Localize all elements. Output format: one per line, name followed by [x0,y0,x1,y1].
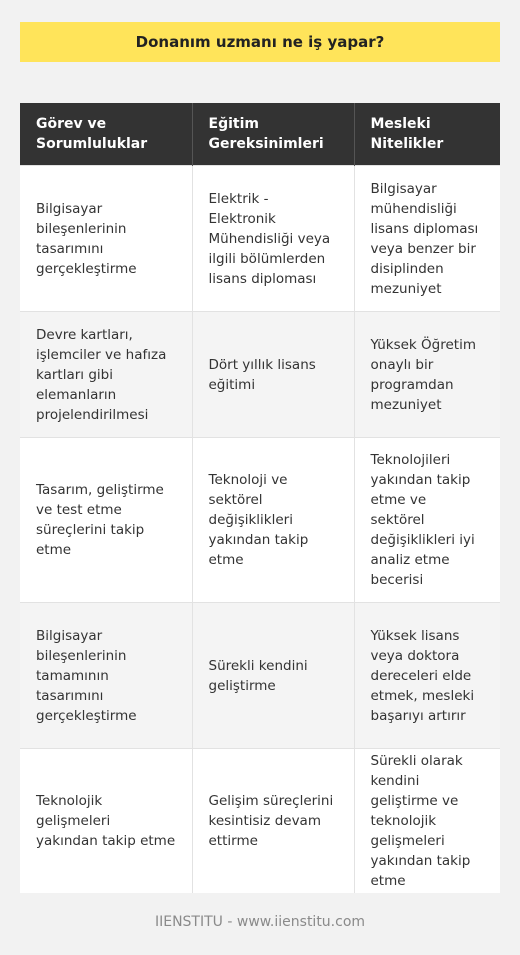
footer-credit: IIENSTITU - www.iienstitu.com [154,914,366,930]
table-row [20,166,500,312]
column-header-qualifications: Mesleki Nitelikler [354,103,500,166]
column-header-duties: Görev ve Sorumluluklar [20,103,192,166]
table-cell: Teknoloji ve sektörel değişiklikleri yakından takip etme [192,438,354,603]
table-cell: Bilgisayar bileşenlerinin tamamının tasarımını gerçekleştirme [20,603,192,749]
table-cell: Bilgisayar mühendisliği lisans diploması veya benzer bir disiplinden mezuniyet [354,166,500,312]
table-row [20,312,500,438]
table-row [20,749,500,894]
table-cell: Dört yıllık lisans eğitimi [192,312,354,438]
table-cell: Teknolojileri yakından takip etme ve sektörel değişiklikleri iyi analiz etme becerisi [354,438,500,603]
page-title: Donanım uzmanı ne iş yapar? [20,22,500,62]
table-cell: Yüksek lisans veya doktora dereceleri elde etmek, mesleki başarıyı artırır [354,603,500,749]
info-table [20,103,500,893]
table-cell: Sürekli olarak kendini geliştirme ve teknolojik gelişmeleri yakından takip etme [354,749,500,894]
table-cell: Tasarım, geliştirme ve test etme süreçlerini takip etme [20,438,192,603]
table-cell: Teknolojik gelişmeleri yakından takip etme [20,749,192,894]
table-cell: Yüksek Öğretim onaylı bir programdan mezuniyet [354,312,500,438]
table-cell: Gelişim süreçlerini kesintisiz devam ettirme [192,749,354,894]
table-cell: Elektrik - Elektronik Mühendisliği veya ilgili bölümlerden lisans diploması [192,166,354,312]
column-header-education: Eğitim Gereksinimleri [192,103,354,166]
table-row [20,603,500,749]
table-header-row [20,103,500,166]
table-cell: Bilgisayar bileşenlerinin tasarımını gerçekleştirme [20,166,192,312]
table-cell: Devre kartları, işlemciler ve hafıza kartları gibi elemanların projelendirilmesi [20,312,192,438]
table-row [20,438,500,603]
table-cell: Sürekli kendini geliştirme [192,603,354,749]
